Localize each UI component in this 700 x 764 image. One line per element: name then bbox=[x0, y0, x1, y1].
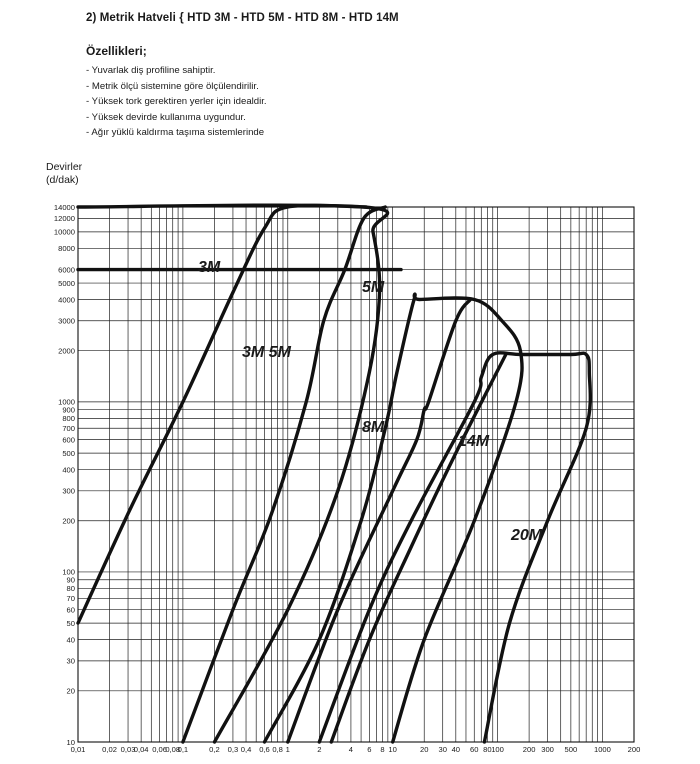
curve-label: 5M bbox=[362, 279, 385, 296]
y-tick-label: 40 bbox=[66, 635, 75, 645]
x-tick-label: 2 bbox=[317, 745, 322, 754]
y-tick-label: 60 bbox=[66, 605, 75, 615]
x-tick-labels bbox=[71, 745, 641, 754]
x-tick-label: 60 bbox=[470, 745, 479, 754]
y-tick-label: 300 bbox=[62, 486, 75, 496]
y-axis-label-line2: (d/dak) bbox=[46, 174, 79, 186]
x-tick-label: 0,06 bbox=[152, 745, 168, 754]
y-tick-label: 200 bbox=[62, 516, 75, 526]
y-tick-label: 30 bbox=[66, 656, 75, 666]
y-tick-label: 900 bbox=[62, 405, 75, 415]
y-tick-label: 5000 bbox=[58, 278, 75, 288]
x-tick-label: 300 bbox=[541, 745, 554, 754]
y-tick-label: 700 bbox=[62, 424, 75, 434]
curve-label: 20M bbox=[511, 527, 543, 544]
y-tick-label: 400 bbox=[62, 465, 75, 475]
x-tick-label: 6 bbox=[367, 745, 372, 754]
curve-label: 3M 5M bbox=[242, 344, 291, 361]
chart-grid bbox=[78, 207, 634, 742]
series-line bbox=[331, 355, 506, 743]
feature-item: - Ağır yüklü kaldırma taşıma sistemlerinde bbox=[86, 127, 265, 139]
y-tick-label: 90 bbox=[66, 575, 75, 585]
x-tick-label: 0,8 bbox=[272, 745, 283, 754]
x-tick-label: 4 bbox=[348, 745, 354, 754]
features-title: Özellikleri; bbox=[86, 44, 147, 58]
feature-item: - Yuvarlak diş profiline sahiptir. bbox=[86, 65, 216, 76]
y-tick-label: 500 bbox=[62, 448, 75, 458]
x-tick-label: 0,1 bbox=[177, 745, 189, 754]
feature-item: - Yüksek tork gerektiren yerler için idealdir. bbox=[86, 96, 267, 108]
y-tick-labels bbox=[54, 203, 75, 747]
chart-curves bbox=[78, 205, 590, 742]
x-tick-label: 10 bbox=[388, 745, 397, 754]
x-tick-label: 200 bbox=[627, 745, 641, 754]
x-tick-label: 0,6 bbox=[259, 745, 270, 754]
feature-item: - Metrik ölçü sistemine göre ölçülendirilir. bbox=[86, 80, 259, 92]
y-tick-label: 50 bbox=[66, 618, 75, 628]
y-tick-label: 100 bbox=[62, 567, 75, 577]
y-tick-label: 80 bbox=[66, 584, 75, 594]
y-axis-label-line1: Devirler bbox=[46, 161, 83, 173]
y-tick-label: 70 bbox=[66, 594, 75, 604]
x-tick-label: 0,2 bbox=[209, 745, 220, 754]
y-tick-label: 6000 bbox=[58, 265, 75, 275]
y-tick-label: 10 bbox=[66, 737, 75, 747]
y-tick-label: 12000 bbox=[53, 214, 75, 224]
x-tick-label: 0,01 bbox=[70, 745, 86, 754]
x-tick-label: 0,08 bbox=[165, 745, 181, 754]
y-tick-label: 2000 bbox=[58, 346, 75, 356]
x-tick-label: 0,3 bbox=[227, 745, 239, 754]
curve-label: 8M bbox=[362, 419, 385, 436]
series-line bbox=[183, 207, 385, 742]
feature-item: - Yüksek devirde kullanıma uygundur. bbox=[86, 111, 246, 123]
x-tick-label: 8 bbox=[380, 745, 385, 754]
x-tick-label: 40 bbox=[451, 745, 461, 754]
x-tick-label: 80 bbox=[483, 745, 492, 754]
curve-labels bbox=[198, 259, 543, 544]
x-tick-label: 30 bbox=[438, 745, 447, 754]
y-tick-label: 800 bbox=[62, 414, 75, 424]
plot-frame bbox=[78, 207, 634, 742]
x-tick-label: 1000 bbox=[593, 745, 611, 754]
y-tick-label: 14000 bbox=[53, 202, 75, 212]
y-tick-label: 10000 bbox=[53, 227, 75, 237]
x-tick-label: 20 bbox=[420, 745, 429, 754]
curve-label: 3M bbox=[198, 259, 221, 276]
x-tick-label: 0,04 bbox=[133, 745, 149, 754]
x-tick-label: 500 bbox=[564, 745, 578, 754]
x-tick-label: 0,02 bbox=[102, 745, 117, 754]
chart-axes bbox=[78, 207, 634, 742]
curve-label: 14M bbox=[458, 433, 490, 450]
series-line bbox=[265, 294, 523, 742]
y-tick-label: 3000 bbox=[58, 316, 75, 326]
y-tick-label: 1000 bbox=[58, 397, 75, 407]
section-heading: 2) Metrik Hatveli { HTD 3M - HTD 5M - HTD 8M - HTD 14M bbox=[86, 12, 399, 24]
y-tick-label: 20 bbox=[66, 686, 75, 696]
x-tick-label: 1 bbox=[285, 745, 290, 754]
y-tick-label: 600 bbox=[62, 435, 75, 445]
x-tick-label: 0,4 bbox=[240, 745, 252, 754]
x-tick-label: 0,03 bbox=[120, 745, 136, 754]
x-tick-label: 200 bbox=[522, 745, 536, 754]
y-tick-label: 4000 bbox=[58, 295, 75, 305]
x-tick-label: 100 bbox=[491, 745, 504, 754]
y-tick-label: 8000 bbox=[58, 244, 75, 254]
